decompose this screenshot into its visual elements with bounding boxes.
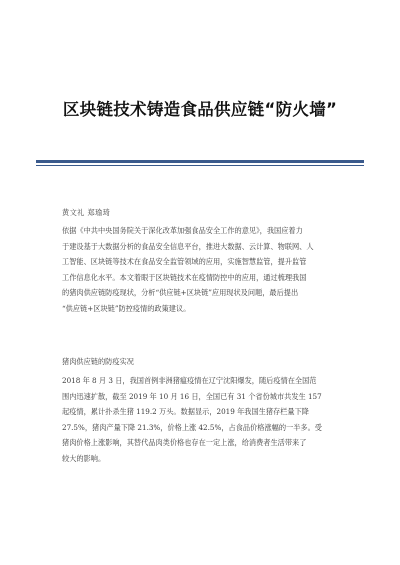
paragraph-line: 围内迅速扩散，截至 2019 年 10 月 16 日，全国已有 31 个省份城市共发生 157 (62, 391, 322, 401)
paragraph-line: 的猪肉供应链防疫现状，分析“供应链+区块链”应用现状及问题，最后提出 (62, 288, 299, 298)
paragraph-line: “供应链+区块链”防控疫情的政策建议。 (62, 303, 191, 313)
paragraph-line: 工智能、区块链等技术在食品安全监管领域的应用，实施智慧监管，提升监管 (62, 257, 307, 267)
article-title: 区块链技术铸造食品供应链“防火墙” (62, 100, 338, 119)
paragraph-line: 27.5%，猪肉产量下降 21.3%，价格上涨 42.5%，占食品价格涨幅的一半多。受 (62, 422, 322, 432)
body-paragraph (62, 373, 358, 467)
author-line: 黄文礼 郑瑜琦 (62, 208, 111, 217)
paragraph-line: 猪肉价格上涨影响，其替代品肉类价格也存在一定上涨，给消费者生活带来了 (62, 438, 307, 448)
paragraph-line: 于建设基于大数据分析的食品安全信息平台，推进大数据、云计算、物联网、人 (62, 241, 314, 251)
intro-paragraph (62, 223, 358, 317)
paragraph-line: 2018 年 8 月 3 日，我国首例非洲猪瘟疫情在辽宁沈阳爆发，随后疫情在全国范 (62, 376, 317, 385)
paragraph-line: 起疫情，累计扑杀生猪 119.2 万头。数据显示，2019 年我国生猪存栏量下降 (62, 407, 309, 417)
paragraph-line: 依据《中共中央国务院关于深化改革加强食品安全工作的意见》，我国应着力 (62, 226, 303, 235)
paragraph-line: 较大的影响。 (62, 453, 106, 463)
title-divider-thick (36, 160, 364, 163)
title-divider-thin (36, 165, 364, 166)
section-heading: 猪肉供应链的防疫实况 (62, 357, 134, 366)
paragraph-line: 工作信息化水平。本文着眼于区块链技术在疫情防控中的应用，通过梳理我国 (62, 272, 307, 282)
